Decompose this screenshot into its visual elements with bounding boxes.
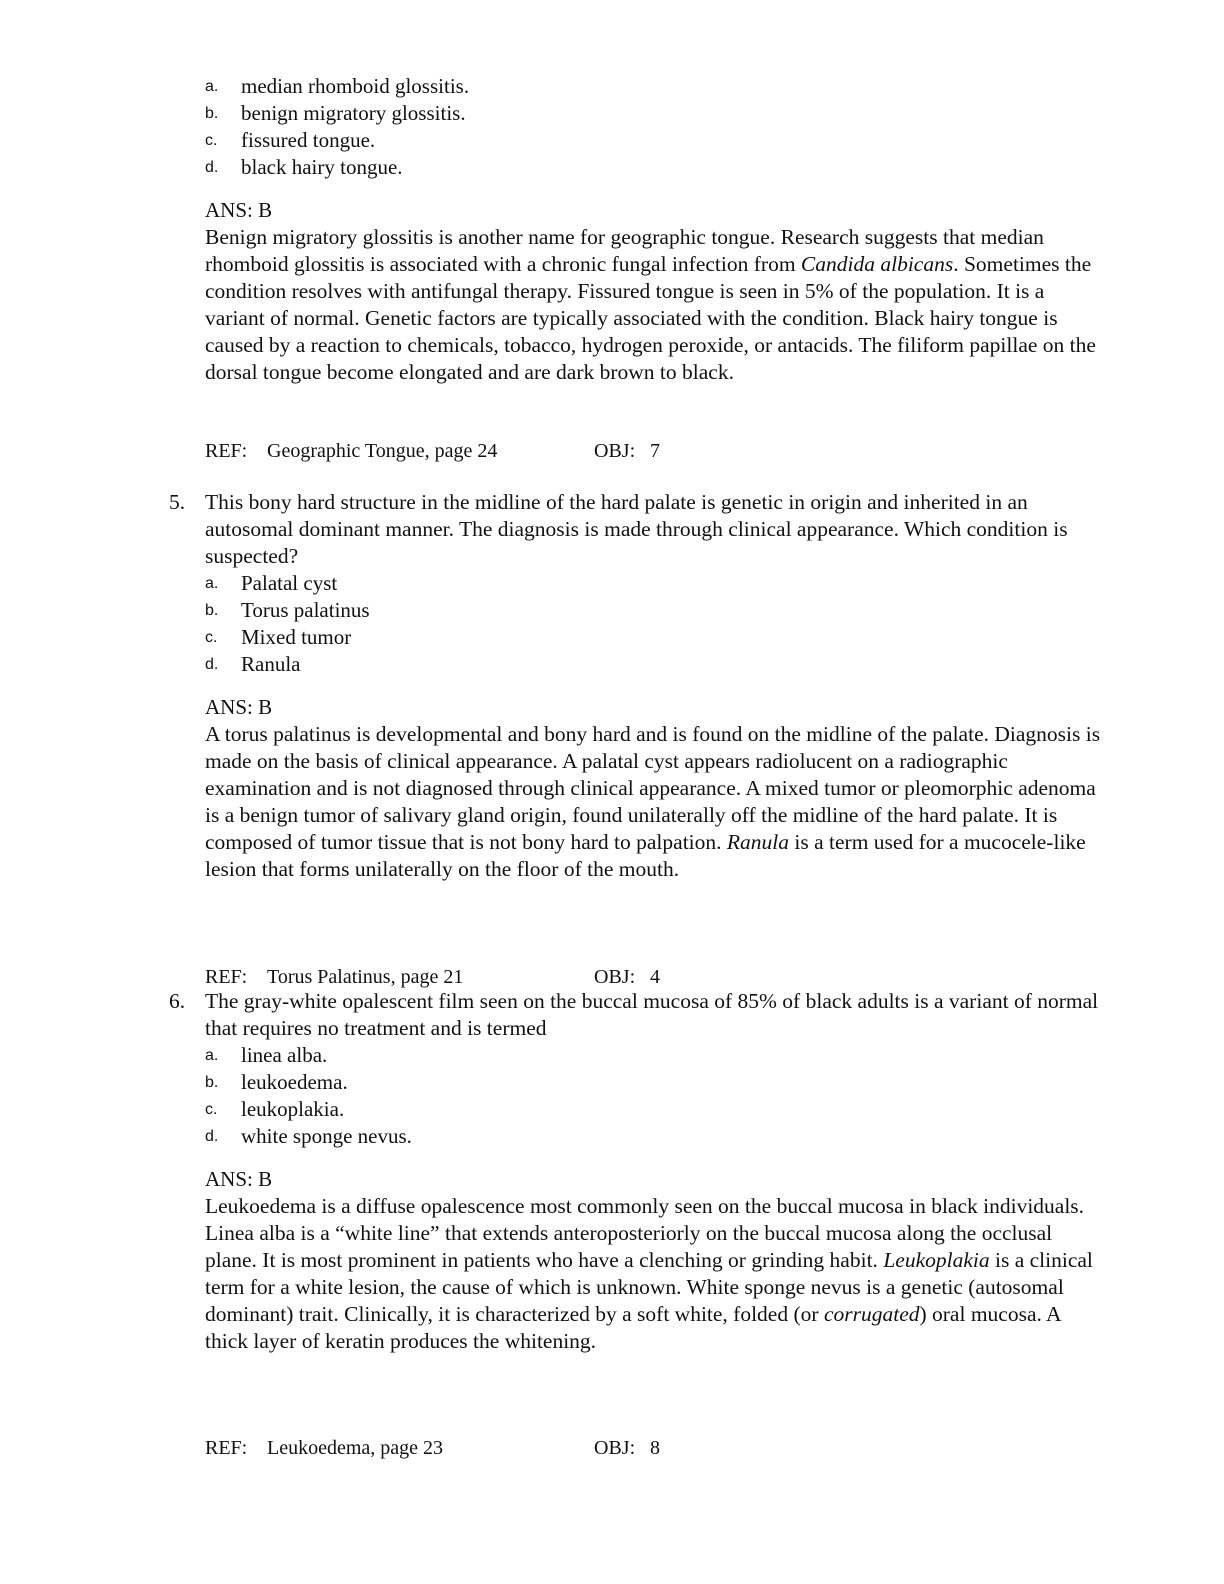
italic-term: Leukoplakia xyxy=(883,1248,990,1272)
option-text: median rhomboid glossitis. xyxy=(241,74,470,98)
reference-line xyxy=(205,438,1105,465)
option-letter: d. xyxy=(205,159,219,176)
option-c xyxy=(205,127,1105,154)
option-text: Ranula xyxy=(241,652,301,676)
question-stem: 6. The gray-white opalescent film seen on the buccal mucosa of 85% of black adults is a variant of normal that requires no treatment and is termed xyxy=(169,989,1099,1040)
reference-line xyxy=(205,964,1105,991)
option-text: white sponge nevus. xyxy=(241,1124,412,1148)
rationale: Leukoedema is a diffuse opalescence most commonly seen on the buccal mucosa in black individuals. Linea alba is a “white line” that extends anteroposteriorly on the buccal mucosa along the occlusal plane. It is most prominent in patients who have a clenching or grinding habit. Leukoplakia is a clinical term for a white lesion, the cause of which is unknown. White sponge nevus is a genetic (autosomal dominant) trait. Clinically, it is characterized by a soft white, folded (or corrugated) oral mucosa. A thick layer of keratin produces the whitening. xyxy=(205,1194,1093,1353)
answer-key: ANS: B xyxy=(205,695,273,719)
option-text: Torus palatinus xyxy=(241,598,370,622)
option-letter: b. xyxy=(205,1074,219,1091)
italic-term: Candida albicans xyxy=(800,252,954,276)
answer-options xyxy=(205,570,1105,678)
obj-value: 7 xyxy=(650,440,660,462)
option-b xyxy=(205,1069,1105,1096)
ref-label: REF: xyxy=(205,1437,248,1459)
option-letter: a. xyxy=(205,1047,219,1064)
option-letter: c. xyxy=(205,1101,218,1118)
option-d xyxy=(205,1123,1105,1150)
question-6 xyxy=(169,988,1105,1355)
option-letter: a. xyxy=(205,575,219,592)
obj-label: OBJ: xyxy=(594,966,636,988)
answer-key: ANS: B xyxy=(205,198,273,222)
option-c xyxy=(205,624,1105,651)
option-a xyxy=(205,570,1105,597)
reference-line xyxy=(205,1435,1105,1462)
option-text: linea alba. xyxy=(241,1043,328,1067)
question-4-continuation xyxy=(205,73,1105,386)
option-a xyxy=(205,1042,1105,1069)
obj-label: OBJ: xyxy=(594,1437,636,1459)
ref-label: REF: xyxy=(205,440,248,462)
obj-label: OBJ: xyxy=(594,440,636,462)
option-text: Palatal cyst xyxy=(241,571,338,595)
question-stem: 5. This bony hard structure in the midline of the hard palate is genetic in origin and inherited in an autosomal dominant manner. The diagnosis is made through clinical appearance. Which condition is suspected? xyxy=(169,490,1068,568)
option-letter: c. xyxy=(205,132,218,149)
option-text: benign migratory glossitis. xyxy=(241,101,466,125)
option-text: Mixed tumor xyxy=(241,625,352,649)
question-number: 5. xyxy=(169,490,186,514)
option-text: black hairy tongue. xyxy=(241,155,403,179)
option-b xyxy=(205,597,1105,624)
option-letter: b. xyxy=(205,105,219,122)
option-text: leukoplakia. xyxy=(241,1097,345,1121)
option-letter: a. xyxy=(205,78,219,95)
option-b xyxy=(205,100,1105,127)
answer-options xyxy=(205,1042,1105,1150)
option-d xyxy=(205,651,1105,678)
option-text: fissured tongue. xyxy=(241,128,376,152)
option-d xyxy=(205,154,1105,181)
obj-value: 4 xyxy=(650,966,660,988)
obj-value: 8 xyxy=(650,1437,660,1459)
rationale: Benign migratory glossitis is another name for geographic tongue. Research suggests that median rhomboid glossitis is associated with a chronic fungal infection from Candida albicans. Sometimes the condition resolves with antifungal therapy. Fissured tongue is seen in 5% of the population. It is a variant of normal. Genetic factors are typically associated with the condition. Black hairy tongue is caused by a reaction to chemicals, tobacco, hydrogen peroxide, or antacids. The filiform papillae on the dorsal tongue become elongated and are dark brown to black. xyxy=(205,225,1096,384)
question-5 xyxy=(169,489,1105,883)
ref-label: REF: xyxy=(205,966,248,988)
option-letter: d. xyxy=(205,656,219,673)
answer-options xyxy=(205,73,1105,181)
option-letter: b. xyxy=(205,602,219,619)
italic-term: Ranula xyxy=(726,830,790,854)
ref-value: Leukoedema, page 23 xyxy=(267,1437,444,1459)
option-c xyxy=(205,1096,1105,1123)
option-a xyxy=(205,73,1105,100)
ref-value: Torus Palatinus, page 21 xyxy=(267,966,464,988)
option-letter: d. xyxy=(205,1128,219,1145)
answer-key: ANS: B xyxy=(205,1167,273,1191)
ref-value: Geographic Tongue, page 24 xyxy=(267,440,498,462)
rationale: A torus palatinus is developmental and bony hard and is found on the midline of the palate. Diagnosis is made on the basis of clinical appearance. A palatal cyst appears radiolucent on a radiographic examination and is not diagnosed through clinical appearance. A mixed tumor or pleomorphic adenoma is a benign tumor of salivary gland origin, found unilaterally off the midline of the hard palate. It is composed of tumor tissue that is not bony hard to palpation. Ranula is a term used for a mucocele-like lesion that forms unilaterally on the floor of the mouth. xyxy=(205,722,1101,881)
italic-term: corrugated xyxy=(823,1302,920,1326)
option-text: leukoedema. xyxy=(241,1070,348,1094)
question-number: 6. xyxy=(169,989,186,1013)
option-letter: c. xyxy=(205,629,218,646)
